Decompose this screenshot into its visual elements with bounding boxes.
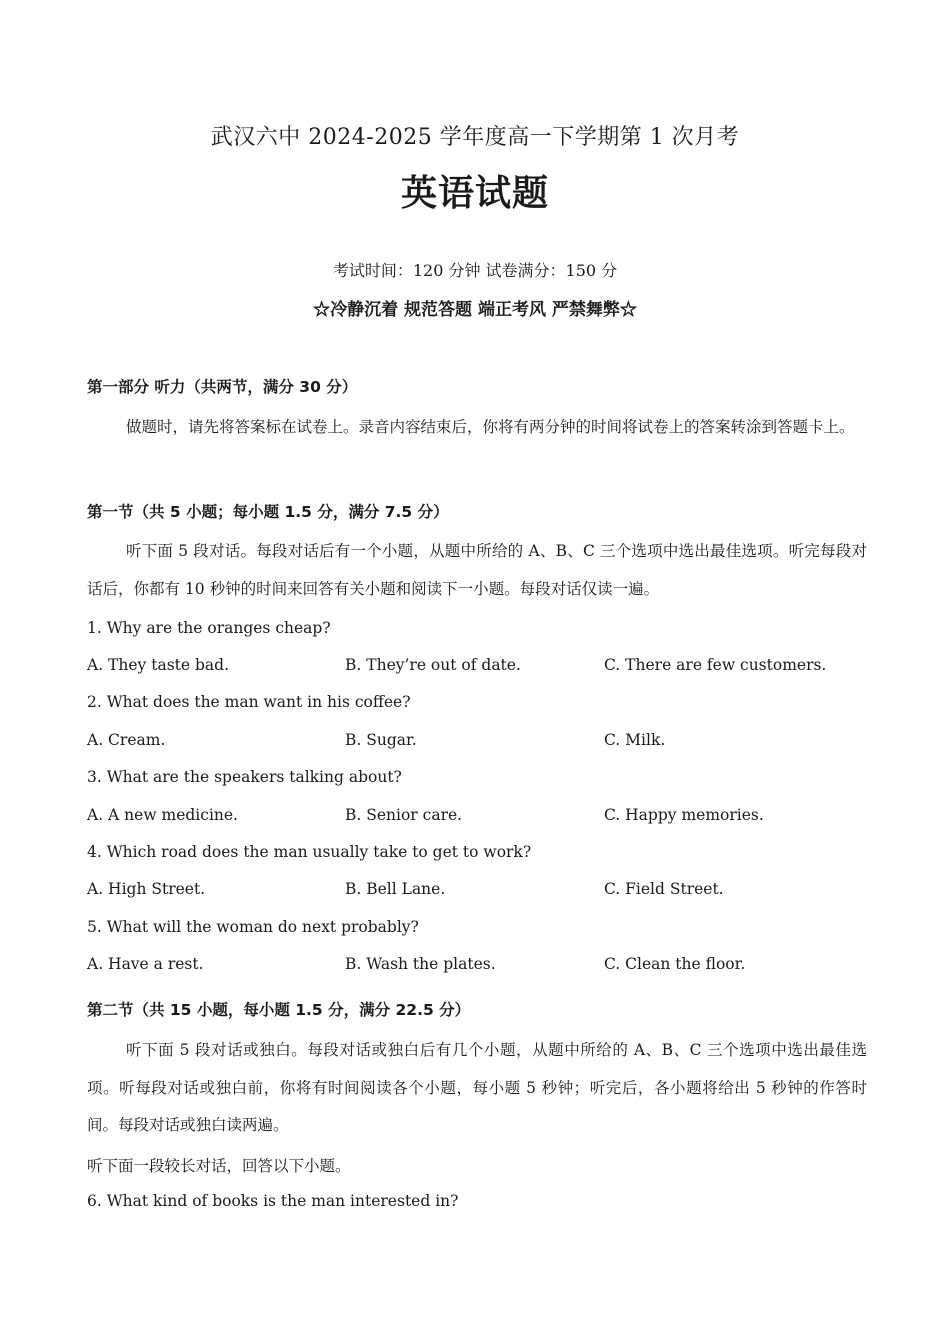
question-5-option-c: C. Clean the floor.: [604, 955, 746, 973]
question-5-option-b: B. Wash the plates.: [345, 955, 496, 973]
exam-subtitle: 武汉六中 2024-2025 学年度高一下学期第 1 次月考: [210, 125, 740, 150]
question-4-option-c: C. Field Street.: [604, 880, 724, 898]
part1-heading: 第一部分 听力（共两节，满分 30 分）: [87, 378, 358, 396]
question-3-option-a: A. A new medicine.: [87, 806, 238, 824]
question-2-option-a: A. Cream.: [87, 731, 166, 749]
question-1: 1. Why are the oranges cheap?: [87, 619, 331, 637]
question-4-option-b: B. Bell Lane.: [345, 880, 446, 898]
question-1-option-b: B. They’re out of date.: [345, 656, 521, 674]
question-3-option-c: C. Happy memories.: [604, 806, 764, 824]
question-1-option-a: A. They taste bad.: [87, 656, 229, 674]
section1-heading: 第一节（共 5 小题；每小题 1.5 分，满分 7.5 分）: [87, 503, 449, 521]
exam-motto: ☆冷静沉着 规范答题 端正考风 严禁舞弊☆: [313, 300, 637, 320]
question-2: 2. What does the man want in his coffee?: [87, 693, 411, 711]
question-4: 4. Which road does the man usually take to get to work?: [87, 843, 532, 861]
part1-instruction: 做题时，请先将答案标在试卷上。录音内容结束后，你将有两分钟的时间将试卷上的答案转涂到答题卡上。: [126, 418, 855, 436]
question-1-option-c: C. There are few customers.: [604, 656, 827, 674]
exam-title: 英语试题: [400, 172, 549, 214]
section1-instruction: 听下面 5 段对话。每段对话后有一个小题，从题中所给的 A、B、C 三个选项中选出最佳选项。听完每段对话后，你都有 10 秒钟的时间来回答有关小题和阅读下一小题。每段对话仅读一遍。: [87, 542, 867, 598]
section2-instruction: 听下面 5 段对话或独白。每段对话或独白后有几个小题，从题中所给的 A、B、C 三个选项中选出最佳选项。听每段对话或独白前，你将有时间阅读各个小题，每小题 5 秒钟；听完后，各小题将给出 5 秒钟的作答时间。每段对话或独白读两遍。: [87, 1041, 867, 1134]
question-4-option-a: A. High Street.: [87, 880, 206, 898]
question-5-option-a: A. Have a rest.: [87, 955, 204, 973]
question-6: 6. What kind of books is the man interested in?: [87, 1192, 459, 1210]
question-2-option-b: B. Sugar.: [345, 731, 417, 749]
question-5: 5. What will the woman do next probably?: [87, 918, 419, 936]
question-3: 3. What are the speakers talking about?: [87, 768, 402, 786]
section2-prompt: 听下面一段较长对话，回答以下小题。: [87, 1157, 351, 1175]
question-2-option-c: C. Milk.: [604, 731, 666, 749]
section2-heading: 第二节（共 15 小题，每小题 1.5 分，满分 22.5 分）: [87, 1001, 471, 1019]
question-3-option-b: B. Senior care.: [345, 806, 463, 824]
exam-info: 考试时间：120 分钟 试卷满分：150 分: [332, 261, 618, 280]
